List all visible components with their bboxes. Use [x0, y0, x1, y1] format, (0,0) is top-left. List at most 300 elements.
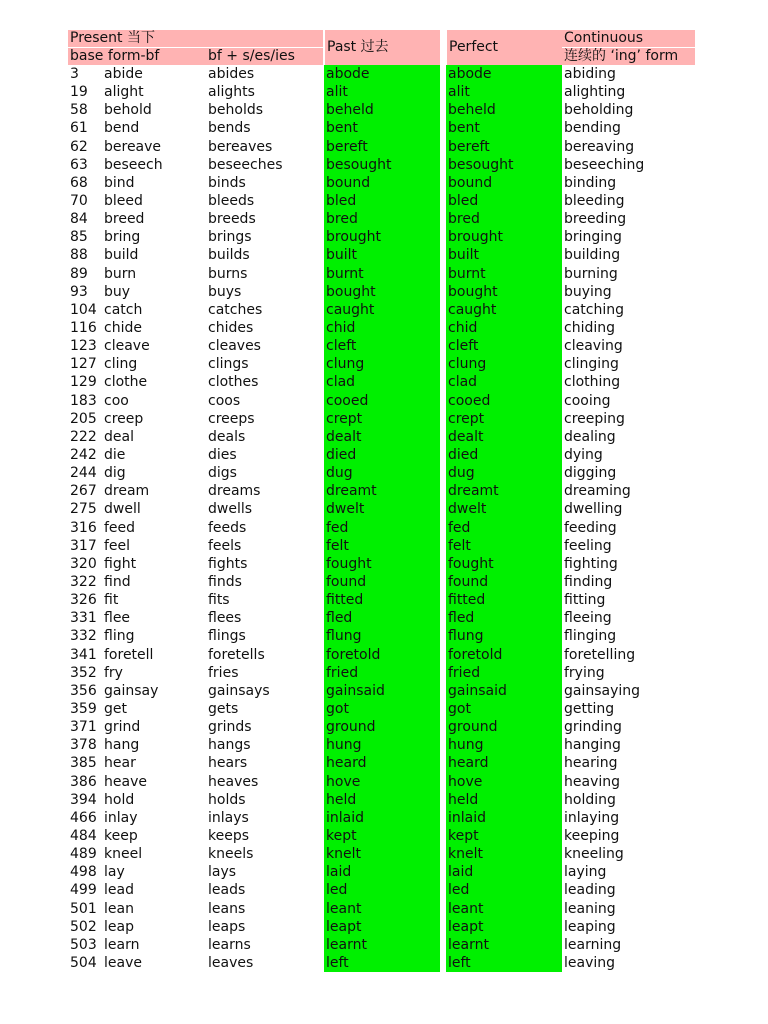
past-cell: fed [324, 519, 440, 537]
past-cell: gainsaid [324, 682, 440, 700]
base-form-cell: buy [104, 283, 131, 300]
verb-number: 93 [70, 283, 88, 300]
verb-number: 320 [70, 555, 97, 572]
verb-number: 116 [70, 320, 97, 337]
past-cell: died [324, 446, 440, 464]
s-form-cell: learns [208, 936, 251, 953]
s-form-cell: flings [208, 628, 246, 645]
past-cell: got [324, 700, 440, 718]
past-cell: inlaid [324, 809, 440, 827]
continuous-cell: laying [564, 864, 607, 881]
perfect-cell: inlaid [446, 809, 562, 827]
continuous-cell: beseeching [564, 156, 645, 173]
base-form-cell: bind [104, 174, 135, 191]
past-cell: beheld [324, 101, 440, 119]
verb-number: 104 [70, 301, 97, 318]
verb-number: 501 [70, 900, 97, 917]
perfect-cell: bred [446, 210, 562, 228]
verb-number: 63 [70, 156, 88, 173]
s-form-cell: hears [208, 755, 248, 772]
s-form-cell: feeds [208, 519, 247, 536]
continuous-cell: digging [564, 465, 617, 482]
table-row [68, 863, 695, 881]
continuous-cell: fitting [564, 592, 606, 609]
base-form-cell: leave [104, 954, 142, 971]
past-cell: fitted [324, 591, 440, 609]
table-row [68, 646, 695, 664]
continuous-cell: buying [564, 283, 612, 300]
past-cell: hove [324, 772, 440, 790]
verb-number: 499 [70, 882, 97, 899]
verb-number: 331 [70, 610, 97, 627]
table-row [68, 555, 695, 573]
continuous-cell: feeling [564, 537, 612, 554]
perfect-cell: clung [446, 355, 562, 373]
table-row [68, 210, 695, 228]
past-cell: brought [324, 228, 440, 246]
s-form-cell: heaves [208, 773, 259, 790]
continuous-cell: abiding [564, 66, 616, 83]
s-form-cell: digs [208, 465, 237, 482]
perfect-cell: fried [446, 664, 562, 682]
verb-number: 326 [70, 592, 97, 609]
s-form-cell: dwells [208, 501, 253, 518]
base-form-header: base form-bf [68, 48, 206, 66]
table-row [68, 446, 695, 464]
s-form-cell: leaps [208, 918, 246, 935]
continuous-cell: keeping [564, 827, 620, 844]
base-form-cell: fight [104, 555, 137, 572]
verb-number: 489 [70, 846, 97, 863]
base-form-cell: feel [104, 537, 131, 554]
base-form-cell: heave [104, 773, 147, 790]
continuous-cell: holding [564, 791, 616, 808]
base-form-cell: deal [104, 428, 134, 445]
s-form-cell: chides [208, 320, 254, 337]
continuous-cell: beholding [564, 102, 634, 119]
table-row [68, 156, 695, 174]
table-row [68, 682, 695, 700]
perfect-header: Perfect [446, 30, 562, 65]
continuous-cell: bringing [564, 229, 622, 246]
table-row [68, 754, 695, 772]
verb-number: 322 [70, 574, 97, 590]
table-row [68, 809, 695, 827]
perfect-cell: laid [446, 863, 562, 881]
past-cell: leapt [324, 918, 440, 936]
base-form-cell: cling [104, 356, 138, 373]
s-form-cell: fries [208, 664, 239, 681]
continuous-cell: dying [564, 447, 603, 464]
continuous-cell: dreaming [564, 483, 631, 500]
s-form-cell: coos [208, 392, 241, 409]
s-form-cell: gainsays [208, 682, 270, 699]
base-form-cell: bring [104, 229, 141, 246]
table-row [68, 138, 695, 156]
s-form-cell: finds [208, 574, 242, 590]
s-form-cell: beseeches [208, 156, 283, 173]
past-cell: kept [324, 827, 440, 845]
perfect-cell: knelt [446, 845, 562, 863]
continuous-cell: leaping [564, 918, 616, 935]
perfect-cell: bereft [446, 138, 562, 156]
past-cell: learnt [324, 936, 440, 954]
perfect-cell: heard [446, 754, 562, 772]
perfect-cell: foretold [446, 646, 562, 664]
perfect-cell: dreamt [446, 482, 562, 500]
table-row [68, 936, 695, 954]
verb-number: 3 [70, 66, 79, 83]
s-form-cell: cleaves [208, 338, 261, 355]
verb-number: 394 [70, 791, 97, 808]
continuous-cell: flinging [564, 628, 617, 645]
verb-number: 183 [70, 392, 97, 409]
s-form-cell: abides [208, 66, 255, 83]
base-form-cell: catch [104, 301, 143, 318]
s-form-cell: foretells [208, 646, 265, 663]
s-form-cell: breeds [208, 211, 256, 228]
past-cell: foretold [324, 646, 440, 664]
past-cell: built [324, 246, 440, 264]
verb-number: 222 [70, 428, 97, 445]
continuous-cell: learning [564, 936, 622, 953]
perfect-cell: ground [446, 718, 562, 736]
table-row [68, 845, 695, 863]
verb-number: 504 [70, 954, 97, 971]
verb-number: 275 [70, 501, 97, 518]
continuous-cell: cooing [564, 392, 611, 409]
past-cell: clad [324, 373, 440, 391]
continuous-cell: burning [564, 265, 618, 282]
table-row [68, 573, 695, 591]
verb-number: 498 [70, 864, 97, 881]
past-cell: bent [324, 119, 440, 137]
past-cell: leant [324, 899, 440, 917]
verb-number: 359 [70, 700, 97, 717]
base-form-cell: find [104, 574, 131, 590]
verb-number: 341 [70, 646, 97, 663]
base-form-cell: die [104, 447, 126, 464]
past-cell: flung [324, 627, 440, 645]
verb-number: 385 [70, 755, 97, 772]
past-cell: left [324, 954, 440, 972]
s-form-cell: hangs [208, 737, 251, 754]
perfect-cell: chid [446, 319, 562, 337]
table-row [68, 119, 695, 137]
table-row [68, 192, 695, 210]
perfect-cell: abode [446, 65, 562, 83]
continuous-cell: inlaying [564, 809, 620, 826]
past-cell: clung [324, 355, 440, 373]
perfect-cell: fed [446, 519, 562, 537]
perfect-cell: found [446, 573, 562, 591]
continuous-cell: building [564, 247, 621, 264]
s-form-cell: kneels [208, 846, 254, 863]
perfect-cell: bled [446, 192, 562, 210]
verb-number: 58 [70, 102, 88, 119]
continuous-cell: chiding [564, 320, 615, 337]
continuous-cell: bleeding [564, 193, 625, 210]
base-form-cell: chide [104, 320, 142, 337]
s-form-cell: dreams [208, 483, 261, 500]
verb-number: 503 [70, 936, 97, 953]
past-cell: chid [324, 319, 440, 337]
past-cell: heard [324, 754, 440, 772]
perfect-cell: gainsaid [446, 682, 562, 700]
past-cell: bereft [324, 138, 440, 156]
s-form-cell: beholds [208, 102, 264, 119]
past-cell: bled [324, 192, 440, 210]
verb-number: 85 [70, 229, 88, 246]
verb-number: 332 [70, 628, 97, 645]
table-row [68, 464, 695, 482]
verb-number: 267 [70, 483, 97, 500]
past-cell: found [324, 573, 440, 591]
perfect-cell: cleft [446, 337, 562, 355]
s-form-cell: fits [208, 592, 230, 609]
base-form-cell: keep [104, 827, 138, 844]
continuous-cell: gainsaying [564, 682, 641, 699]
base-form-cell: flee [104, 610, 131, 627]
base-form-cell: creep [104, 410, 144, 427]
table-row [68, 228, 695, 246]
base-form-cell: fling [104, 628, 135, 645]
continuous-cell: dwelling [564, 501, 623, 518]
verb-number: 244 [70, 465, 97, 482]
perfect-cell: beheld [446, 101, 562, 119]
perfect-cell: bought [446, 283, 562, 301]
present-header: Present 当下 [68, 30, 324, 48]
s-form-cell: brings [208, 229, 252, 246]
perfect-cell: fought [446, 555, 562, 573]
table-row [68, 319, 695, 337]
continuous-cell: heaving [564, 773, 620, 790]
perfect-cell: brought [446, 228, 562, 246]
base-form-cell: bleed [104, 193, 143, 210]
perfect-cell: built [446, 246, 562, 264]
continuous-cell: kneeling [564, 846, 624, 863]
base-form-cell: hold [104, 791, 135, 808]
s-form-cell: dies [208, 447, 237, 464]
continuous-cell: bending [564, 120, 621, 137]
base-form-cell: dig [104, 465, 126, 482]
past-cell: crept [324, 410, 440, 428]
table-row [68, 101, 695, 119]
continuous-cell: fleeing [564, 610, 612, 627]
verb-number: 88 [70, 247, 88, 264]
table-row [68, 482, 695, 500]
base-form-cell: coo [104, 392, 129, 409]
s-form-cell: gets [208, 700, 239, 717]
base-form-cell: fry [104, 664, 123, 681]
verb-number: 68 [70, 174, 88, 191]
table-row [68, 83, 695, 101]
s-form-cell: buys [208, 283, 242, 300]
table-row [68, 392, 695, 410]
verb-number: 70 [70, 193, 88, 210]
continuous-cell: leaning [564, 900, 616, 917]
continuous-cell: leaving [564, 954, 616, 971]
perfect-cell: bent [446, 119, 562, 137]
past-cell: ground [324, 718, 440, 736]
verb-number: 127 [70, 356, 97, 373]
continuous-cell: clothing [564, 374, 621, 391]
perfect-cell: dug [446, 464, 562, 482]
verb-number: 356 [70, 682, 97, 699]
s-form-cell: bleeds [208, 193, 255, 210]
perfect-cell: bound [446, 174, 562, 192]
base-form-cell: dream [104, 483, 150, 500]
table-row [68, 700, 695, 718]
s-form-cell: lays [208, 864, 237, 881]
continuous-cell: getting [564, 700, 615, 717]
past-cell: dealt [324, 428, 440, 446]
s-form-cell: grinds [208, 719, 252, 736]
past-cell: bred [324, 210, 440, 228]
base-form-cell: get [104, 700, 127, 717]
past-cell: bought [324, 283, 440, 301]
s-form-cell: fights [208, 555, 248, 572]
past-cell: dwelt [324, 500, 440, 518]
base-form-cell: grind [104, 719, 141, 736]
verb-number: 242 [70, 447, 97, 464]
verb-number: 371 [70, 719, 97, 736]
s-form-cell: leans [208, 900, 246, 917]
past-cell: knelt [324, 845, 440, 863]
table-row [68, 500, 695, 518]
verb-number: 61 [70, 120, 88, 137]
perfect-cell: fled [446, 609, 562, 627]
perfect-cell: dealt [446, 428, 562, 446]
table-row [68, 283, 695, 301]
perfect-cell: besought [446, 156, 562, 174]
continuous-cell: hanging [564, 737, 621, 754]
table-row [68, 772, 695, 790]
perfect-cell: flung [446, 627, 562, 645]
s-form-cell: holds [208, 791, 246, 808]
past-cell: bound [324, 174, 440, 192]
verb-number: 502 [70, 918, 97, 935]
continuous-cell: catching [564, 301, 624, 318]
table-row [68, 519, 695, 537]
table-row [68, 428, 695, 446]
verb-number: 129 [70, 374, 97, 391]
table-row [68, 954, 695, 972]
perfect-cell: felt [446, 537, 562, 555]
continuous-cell: feeding [564, 519, 617, 536]
past-cell: laid [324, 863, 440, 881]
perfect-cell: kept [446, 827, 562, 845]
continuous-cell: dealing [564, 428, 616, 445]
past-cell: caught [324, 301, 440, 319]
continuous-cell: breeding [564, 211, 627, 228]
verb-number: 386 [70, 773, 97, 790]
s-form-cell: catches [208, 301, 263, 318]
table-header [68, 30, 695, 65]
continuous-cell: alighting [564, 84, 626, 101]
verb-number: 317 [70, 537, 97, 554]
perfect-cell: cooed [446, 392, 562, 410]
s-form-cell: inlays [208, 809, 249, 826]
past-cell: dreamt [324, 482, 440, 500]
s-form-cell: bereaves [208, 138, 273, 155]
base-form-cell: hear [104, 755, 136, 772]
base-form-cell: alight [104, 84, 144, 101]
perfect-cell: clad [446, 373, 562, 391]
verb-number: 316 [70, 519, 97, 536]
continuous-cell: fighting [564, 555, 618, 572]
continuous-cell: hearing [564, 755, 618, 772]
perfect-cell: burnt [446, 265, 562, 283]
table-row [68, 355, 695, 373]
base-form-cell: abide [104, 66, 143, 83]
continuous-cell: clinging [564, 356, 619, 373]
continuous-cell: cleaving [564, 338, 623, 355]
continuous-header: Continuous [562, 30, 695, 48]
table-row [68, 591, 695, 609]
base-form-cell: cleave [104, 338, 150, 355]
past-cell: cooed [324, 392, 440, 410]
base-form-cell: lead [104, 882, 134, 899]
perfect-cell: held [446, 791, 562, 809]
past-cell: dug [324, 464, 440, 482]
table-row [68, 918, 695, 936]
continuous-cell: finding [564, 574, 613, 590]
ing-form-header: 连续的 ‘ing’ form [562, 48, 695, 66]
table-row [68, 664, 695, 682]
table-row [68, 627, 695, 645]
base-form-cell: burn [104, 265, 137, 282]
verb-number: 19 [70, 84, 88, 101]
table-row [68, 65, 695, 83]
perfect-cell: hung [446, 736, 562, 754]
verb-number: 62 [70, 138, 88, 155]
continuous-cell: leading [564, 882, 616, 899]
verb-number: 84 [70, 211, 88, 228]
table-row [68, 373, 695, 391]
continuous-cell: foretelling [564, 646, 636, 663]
past-cell: felt [324, 537, 440, 555]
s-form-cell: leaves [208, 954, 254, 971]
base-form-cell: breed [104, 211, 145, 228]
verb-number: 89 [70, 265, 88, 282]
perfect-cell: leant [446, 899, 562, 917]
table-row [68, 246, 695, 264]
table-row [68, 301, 695, 319]
s-form-cell: clothes [208, 374, 259, 391]
past-header: Past 过去 [324, 30, 440, 65]
base-form-cell: lay [104, 864, 125, 881]
s-form-cell: burns [208, 265, 248, 282]
table-row [68, 537, 695, 555]
continuous-cell: frying [564, 664, 605, 681]
table-row [68, 174, 695, 192]
past-cell: besought [324, 156, 440, 174]
base-form-cell: lean [104, 900, 134, 917]
past-cell: burnt [324, 265, 440, 283]
table-row [68, 410, 695, 428]
perfect-cell: alit [446, 83, 562, 101]
table-row [68, 881, 695, 899]
verb-number: 205 [70, 410, 97, 427]
past-cell: hung [324, 736, 440, 754]
base-form-cell: inlay [104, 809, 138, 826]
s-form-cell: deals [208, 428, 246, 445]
perfect-cell: led [446, 881, 562, 899]
s-form-cell: binds [208, 174, 246, 191]
table-row [68, 609, 695, 627]
continuous-cell: bereaving [564, 138, 635, 155]
